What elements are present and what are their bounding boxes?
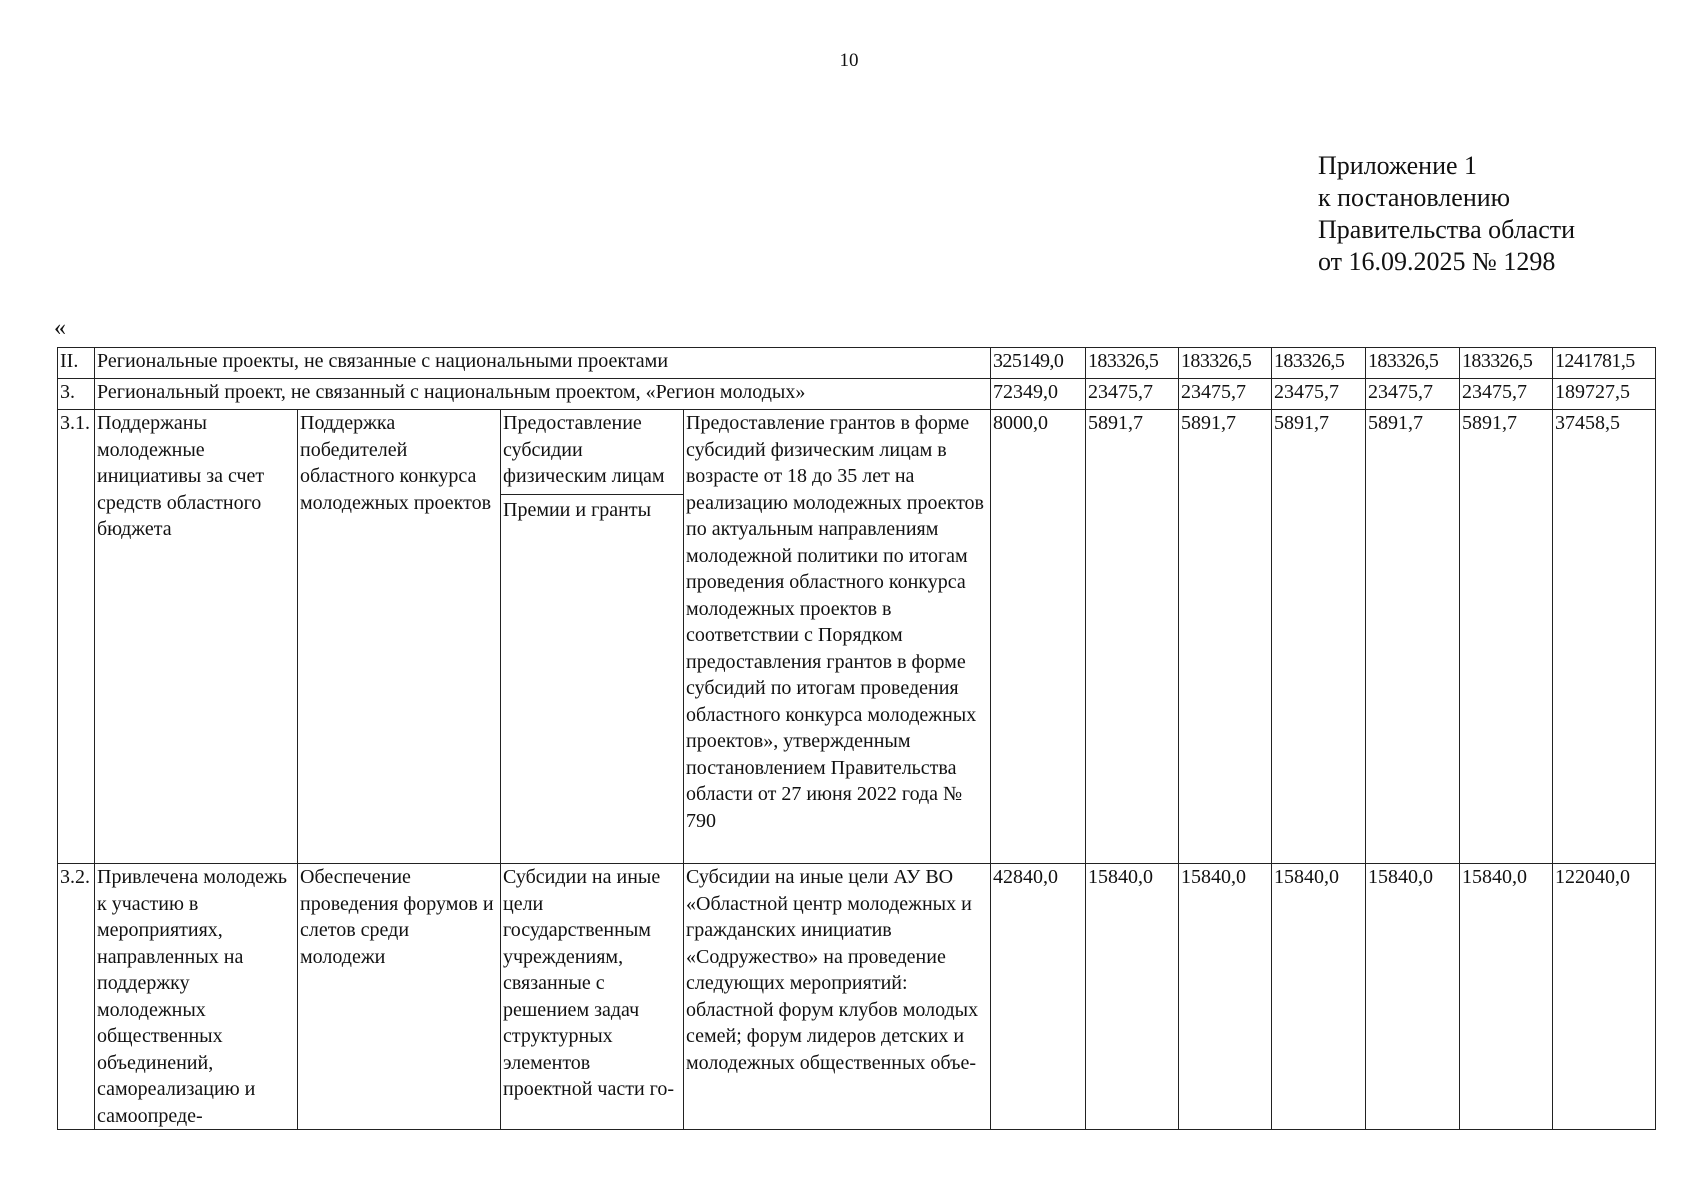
value-cell: 8000,0 (991, 410, 1086, 864)
row-title: Региональные проекты, не связанные с национальными проектами (95, 348, 991, 379)
value-cell: 5891,7 (1086, 410, 1179, 864)
value-cell: 5891,7 (1366, 410, 1460, 864)
appendix-line-3: Правительства области (1318, 215, 1576, 244)
value-cell: 183326,5 (1179, 348, 1272, 379)
value-cell: 15840,0 (1086, 864, 1179, 1130)
page-number: 10 (839, 50, 859, 71)
value-cell-total: 189727,5 (1553, 379, 1656, 410)
value-cell: 5891,7 (1179, 410, 1272, 864)
appendix-line-4: от 16.09.2025 № 1298 (1318, 247, 1556, 276)
value-cell: 23475,7 (1179, 379, 1272, 410)
value-cell: 42840,0 (991, 864, 1086, 1130)
value-cell: 15840,0 (1460, 864, 1553, 1130)
table-row-project-3 (58, 379, 1656, 410)
value-cell-total: 1241781,5 (1553, 348, 1656, 379)
value-cell: 15840,0 (1179, 864, 1272, 1130)
result-cell: Привлечена молодежь к участию в мероприятиях, направленных на поддержку молодежных общественных объединений, самореализацию и самоопреде- (95, 864, 298, 1130)
type-bottom: Премии и гранты (503, 498, 652, 521)
row-number: 3.1. (58, 410, 95, 864)
value-cell: 15840,0 (1366, 864, 1460, 1130)
description-cell: Предоставление грантов в форме субсидий физическим лицам в возрасте от 18 до 35 лет на реализацию молодежных проектов по актуальным направлениям молодежной политики по итогам проведения областного конкурса молодежных проектов в соответствии с Порядком предоставления грантов в форме субсидий по итогам проведения областного конкурса молодежных проектов», утвержденным постановлением Правительства области от 27 июня 2022 года № 790 (684, 410, 991, 864)
value-cell-total: 37458,5 (1553, 410, 1656, 864)
value-cell: 23475,7 (1086, 379, 1179, 410)
value-cell: 183326,5 (1086, 348, 1179, 379)
value-cell: 183326,5 (1460, 348, 1553, 379)
row-title: Региональный проект, не связанный с национальным проектом, «Регион молодых» (95, 379, 991, 410)
event-cell: Поддержка победителей областного конкурса молодежных проектов (298, 410, 501, 864)
value-cell: 23475,7 (1460, 379, 1553, 410)
appendix-line-1: Приложение 1 (1318, 151, 1478, 180)
type-cell: Субсидии на иные цели государственным учреждениям, связанные с решением задач структурных элементов проектной части го- (501, 864, 684, 1130)
value-cell: 72349,0 (991, 379, 1086, 410)
appendix-stamp (1318, 150, 1575, 278)
description-cell: Субсидии на иные цели АУ ВО «Областной центр молодежных и гражданских инициатив «Содружество» на проведение следующих мероприятий: областной форум клубов молодых семей; форум лидеров детских и молодежных общественных объе- (684, 864, 991, 1130)
value-cell: 23475,7 (1272, 379, 1366, 410)
value-cell: 5891,7 (1460, 410, 1553, 864)
table-row-section-ii (58, 348, 1656, 379)
table-row-3-1 (58, 410, 1656, 864)
event-cell: Обеспечение проведения форумов и слетов среди молодежи (298, 864, 501, 1130)
appendix-line-2: к постановлению (1318, 183, 1511, 212)
value-cell: 15840,0 (1272, 864, 1366, 1130)
value-cell: 325149,0 (991, 348, 1086, 379)
result-cell: Поддержаны молодежные инициативы за счет средств областного бюджета (95, 410, 298, 864)
row-number: 3.2. (58, 864, 95, 1130)
value-cell-total: 122040,0 (1553, 864, 1656, 1130)
opening-quote: « (54, 315, 66, 341)
type-cell (501, 410, 684, 864)
table-row-3-2 (58, 864, 1656, 1130)
type-top: Предоставление субсидии физическим лицам (501, 410, 683, 495)
budget-table (57, 347, 1656, 1130)
row-number: II. (58, 348, 95, 379)
row-number: 3. (58, 379, 95, 410)
value-cell: 183326,5 (1272, 348, 1366, 379)
value-cell: 183326,5 (1366, 348, 1460, 379)
value-cell: 23475,7 (1366, 379, 1460, 410)
value-cell: 5891,7 (1272, 410, 1366, 864)
